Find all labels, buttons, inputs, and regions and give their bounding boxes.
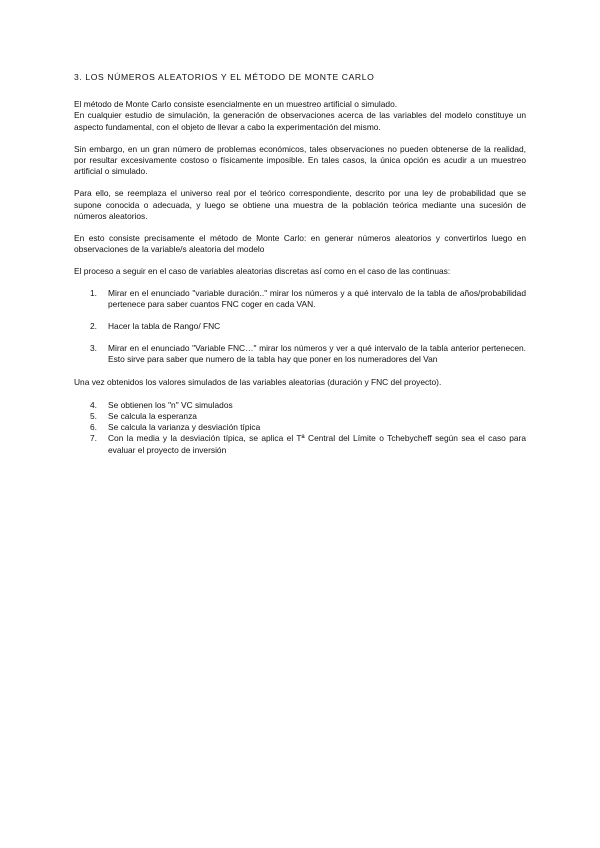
list-item [74, 343, 526, 365]
paragraph-intro-line-1: El método de Monte Carlo consiste esencialmente en un muestreo artificial o simulado. [74, 99, 398, 110]
list-item-number: 6. [90, 422, 97, 433]
list-item [74, 433, 526, 455]
list-item-text: Hacer la tabla de Rango/ FNC [108, 321, 221, 332]
list-item [74, 422, 526, 433]
list-item-number: 1. [90, 287, 97, 298]
paragraph-process: El proceso a seguir en el caso de variables aleatorias discretas así como en el caso de las continuas: [74, 266, 451, 277]
list-item [74, 411, 526, 422]
list-item-text: Se calcula la esperanza [108, 411, 197, 422]
paragraph-simulated: Una vez obtenidos los valores simulados de las variables aleatorias (duración y FNC del proyecto). [74, 376, 442, 387]
list-item-number: 5. [90, 411, 97, 422]
list-item [74, 321, 526, 332]
list-item-text: Se obtienen los "n" VC simulados [108, 399, 233, 410]
steps-list-b [74, 400, 526, 456]
list-item [74, 288, 526, 310]
list-item-number: 7. [90, 433, 97, 444]
section-title: 3. LOS NÚMEROS ALEATORIOS Y EL MÉTODO DE MONTE CARLO [74, 72, 375, 82]
steps-list-a [74, 288, 526, 366]
list-item [74, 400, 526, 411]
paragraph-intro [74, 99, 526, 133]
paragraph-definition: En esto consiste precisamente el método de Monte Carlo: en generar números aleatorios y convertirlos luego en observaciones de la variable/s aleatoria del modelo [74, 233, 526, 255]
list-item-text: Se calcula la varianza y desviación típica [108, 422, 261, 433]
document-page [74, 72, 526, 456]
list-item-text: Con la media y la desviación típica, se aplica el Tª Central del Límite o Tchebycheff según sea el caso para evaluar el proyecto de inversión [108, 433, 526, 455]
list-item-number: 4. [90, 399, 97, 410]
paragraph-intro-line-2: En cualquier estudio de simulación, la generación de observaciones acerca de las variables del modelo constituye un aspecto fundamental, con el objeto de llevar a cabo la experimentación del mismo. [74, 110, 526, 132]
list-item-text: Mirar en el enunciado "Variable FNC…" mirar los números y ver a qué intervalo de la tabla anterior pertenecen. Esto sirve para saber que numero de la tabla hay que poner en los numeradores del Van [108, 343, 526, 365]
paragraph-method: Para ello, se reemplaza el universo real por el teórico correspondiente, descrito por una ley de probabilidad que se supone conocida o adecuada, y luego se obtiene una muestra de la población teórica mediante una sucesión de números aleatorios. [74, 188, 526, 221]
paragraph-context: Sin embargo, en un gran número de problemas económicos, tales observaciones no pueden obtenerse de la realidad, por resultar excesivamente costoso o físicamente imposible. En tales casos, la única opción es acudir a un muestreo artificial o simulado. [74, 143, 526, 177]
list-item-text: Mirar en el enunciado "variable duración.." mirar los números y a qué intervalo de la tabla de años/probabilidad pertenece para saber cuantos FNC coger en cada VAN. [108, 287, 526, 309]
list-item-number: 3. [90, 343, 97, 354]
list-item-number: 2. [90, 321, 97, 332]
